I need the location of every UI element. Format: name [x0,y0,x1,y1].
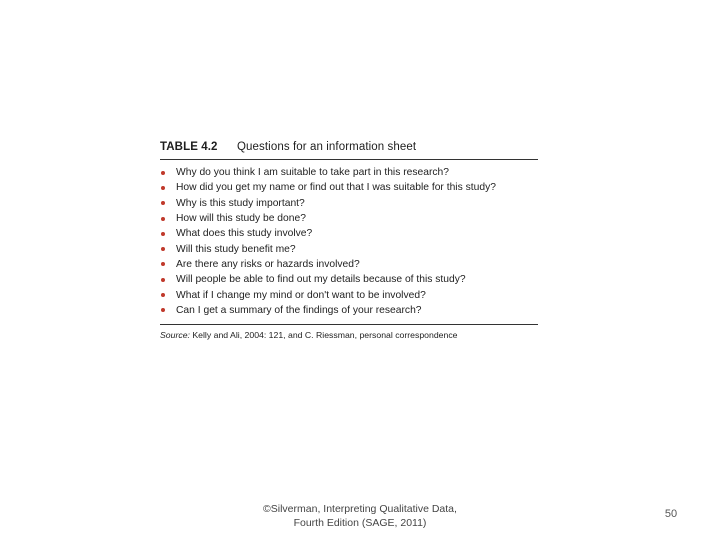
bullet-icon [161,262,165,266]
bullet-icon [161,293,165,297]
citation-line-2: Fourth Edition (SAGE, 2011) [293,517,427,529]
source-note [160,330,538,340]
footer-citation [218,502,502,530]
bullet-icon [161,232,165,236]
source-text: Kelly and Ali, 2004: 121, and C. Riessman, personal correspondence [192,329,458,340]
list-item [160,211,538,226]
citation-line-1: ©Silverman, Interpreting Qualitative Data, [263,503,457,515]
bullet-icon [161,247,165,251]
list-item-text: Will this study benefit me? [176,243,296,255]
source-label: Source: [160,329,190,340]
table-heading [160,141,538,153]
bottom-rule [160,324,538,325]
list-item-text: How did you get my name or find out that I was suitable for this study? [176,182,496,194]
bullet-icon [161,186,165,190]
list-item [160,272,538,287]
list-item-text: Why do you think I am suitable to take part in this research? [176,167,450,179]
bullet-icon [161,201,165,205]
question-list [160,165,538,318]
table-caption: Questions for an information sheet [237,141,417,153]
bullet-icon [161,171,165,175]
list-item-text: How will this study be done? [176,213,306,225]
list-item-text: Why is this study important? [176,197,305,209]
list-item [160,165,538,180]
bullet-icon [161,308,165,312]
table-figure [160,141,538,340]
top-rule [160,159,538,160]
list-item-text: What does this study involve? [176,228,313,240]
list-item-text: What if I change my mind or don't want to be involved? [176,289,426,301]
list-item [160,196,538,211]
list-item-text: Will people be able to find out my details because of this study? [176,274,466,286]
list-item [160,241,538,256]
slide-number: 50 [664,508,678,520]
list-item [160,287,538,302]
list-item [160,303,538,318]
list-item [160,180,538,195]
table-number: TABLE 4.2 [160,141,218,153]
bullet-icon [161,278,165,282]
list-item [160,257,538,272]
list-item [160,226,538,241]
bullet-icon [161,217,165,221]
list-item-text: Can I get a summary of the findings of your research? [176,304,422,316]
list-item-text: Are there any risks or hazards involved? [176,258,360,270]
